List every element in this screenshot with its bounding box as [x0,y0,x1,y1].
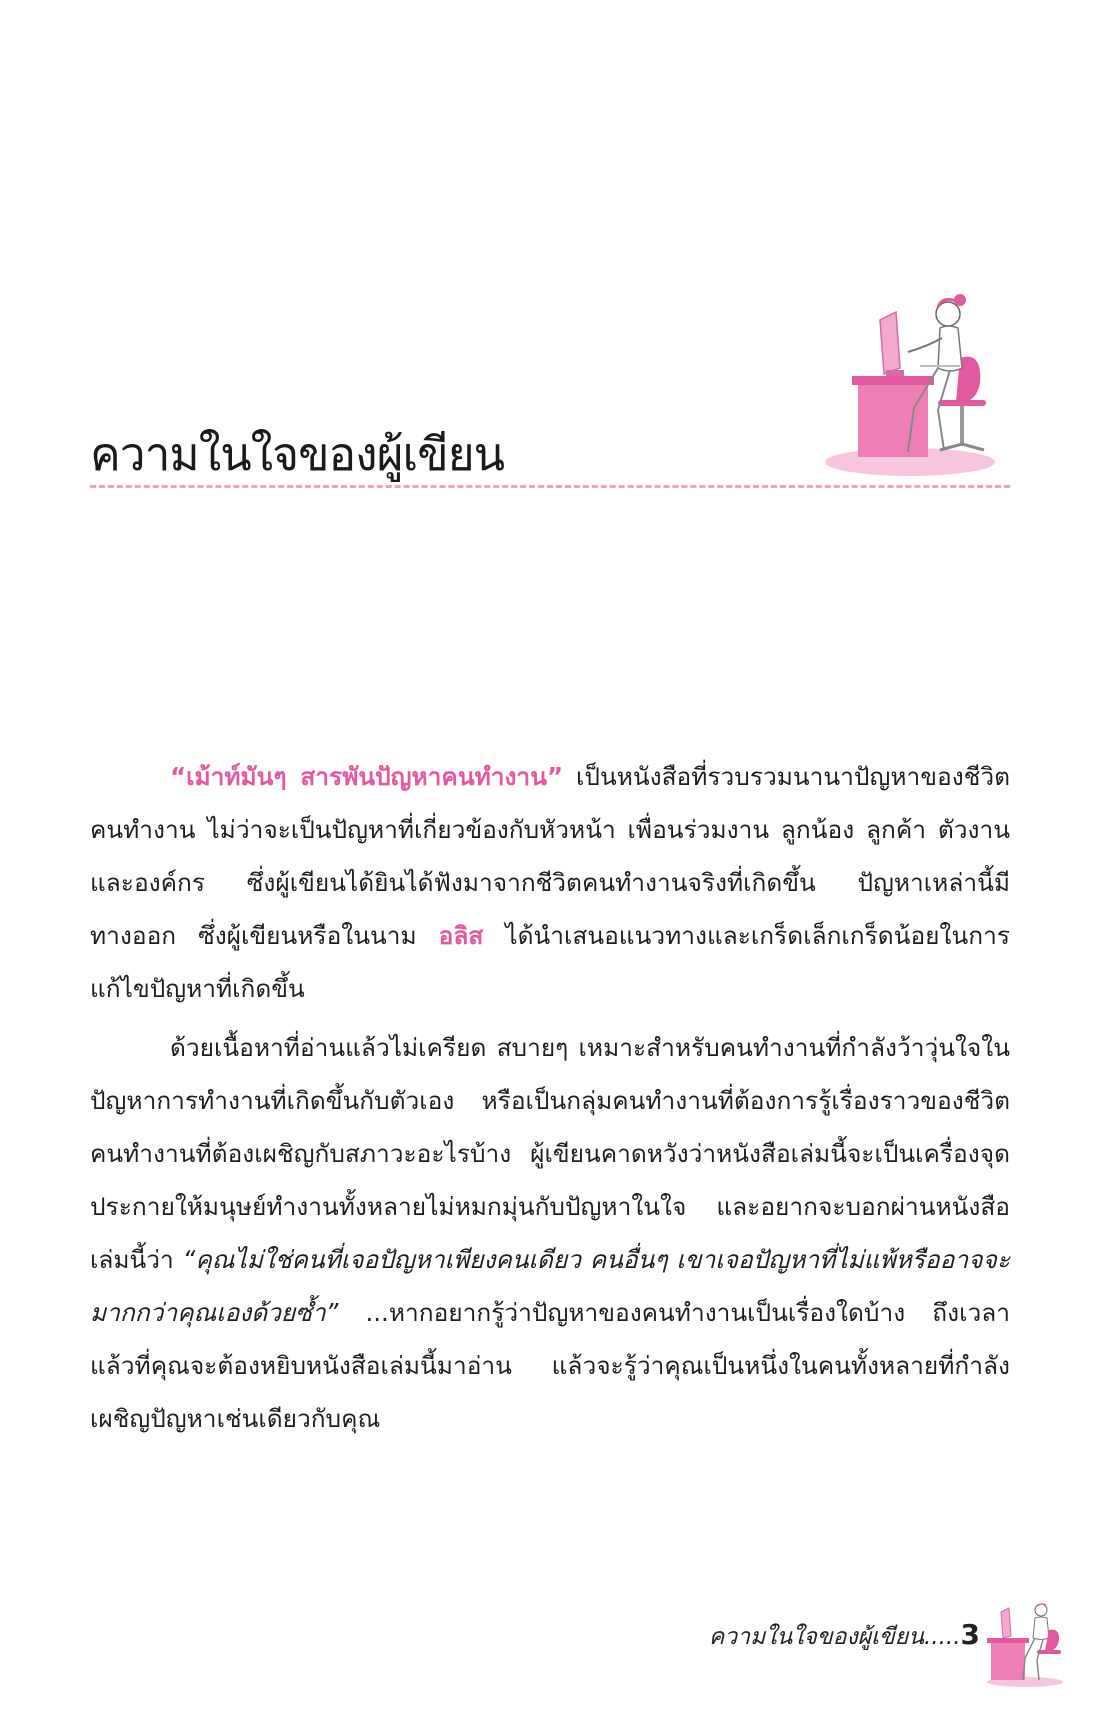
page-number: 3 [960,1618,980,1651]
paragraph-2 [90,1021,1010,1445]
page-footer [640,1618,980,1668]
paragraph-1-text-b: ได้นำเสนอแนวทางและเกร็ดเล็กเกร็ดน้อยในการแก้ไขปัญหาที่เกิดขึ้น [90,921,1010,1003]
author-name-highlight: อลิส [438,921,484,950]
paragraph-2-text-b: ...หากอยากรู้ว่าปัญหาของคนทำงานเป็นเรื่องใดบ้าง ถึงเวลาแล้วที่คุณจะต้องหยิบหนังสือเล่มนี้มาอ่าน แล้วจะรู้ว่าคุณเป็นหนึ่งในคนทั้งหลายที่กำลังเผชิญปัญหาเช่นเดียวกับคุณ [90,1298,1010,1433]
chapter-title: ความในใจของผู้เขียน [90,427,505,481]
italic-quote: “คุณไม่ใช่คนที่เจอปัญหาเพียงคนเดียว คนอื่นๆ เขาเจอปัญหาที่ไม่แพ้หรืออาจจะมากกว่าคุณเองด้วยซ้ำ” [90,1245,1010,1327]
woman-at-computer-icon [820,290,1020,480]
paragraph-1-text-a: เป็นหนังสือที่รวบรวมนานาปัญหาของชีวิตคนทำงาน ไม่ว่าจะเป็นปัญหาที่เกี่ยวข้องกับหัวหน้า เพื่อนร่วมงาน ลูกน้อง ลูกค้า ตัวงาน และองค์กร ซึ่งผู้เขียนได้ยินได้ฟังมาจากชีวิตคนทำงานจริงที่เกิดขึ้น ปัญหาเหล่านี้มีทางออก ซึ่งผู้เขียนหรือในนาม [90,762,1010,950]
woman-at-computer-icon [985,1600,1067,1688]
running-title: ความในใจของผู้เขียน [708,1624,924,1650]
book-title-highlight: “เม้าท์มันๆ สารพันปัญหาคนทำงาน” [170,762,564,791]
leader-dots: ..... [923,1624,961,1650]
title-divider [90,485,1010,488]
paragraph-1 [90,750,1010,1015]
paragraph-2-text-a: ด้วยเนื้อหาที่อ่านแล้วไม่เครียด สบายๆ เหมาะสำหรับคนทำงานที่กำลังว้าวุ่นใจในปัญหาการทำงานที่เกิดขึ้นกับตัวเอง หรือเป็นกลุ่มคนทำงานที่ต้องการรู้เรื่องราวของชีวิตคนทำงานที่ต้องเผชิญกับสภาวะอะไรบ้าง ผู้เขียนคาดหวังว่าหนังสือเล่มนี้จะเป็นเครื่องจุดประกายให้มนุษย์ทำงานทั้งหลายไม่หมกมุ่นกับปัญหาในใจ และอยากจะบอกผ่านหนังสือเล่มนี้ว่า [90,1033,1010,1274]
body-text [90,750,1010,1451]
